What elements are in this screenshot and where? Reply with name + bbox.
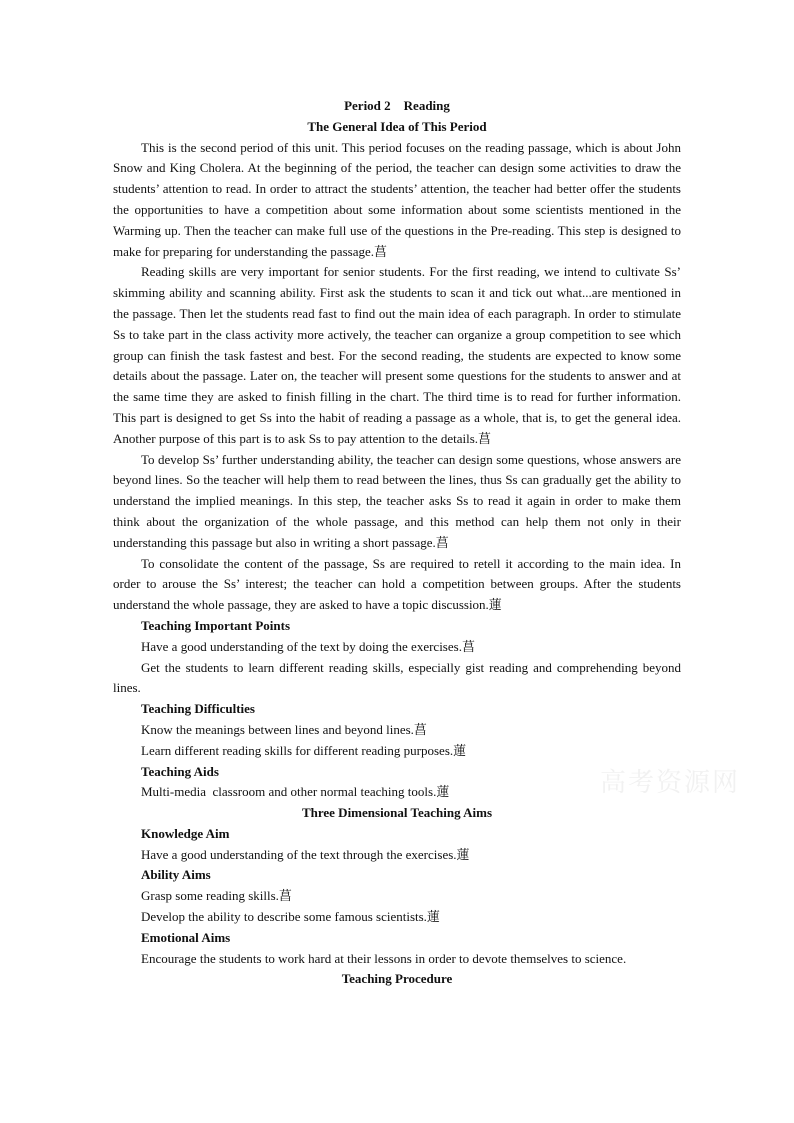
list-item: Develop the ability to describe some famous scientists.蓮	[141, 909, 440, 925]
list-item: Learn different reading skills for different reading purposes.蓮	[141, 742, 467, 758]
paragraph: To develop Ss’ further understanding ability, the teacher can design some questions, whose answers are beyond lines. So the teacher will help them to read between the lines, thus Ss can gradually get the ability to understand the implied meanings. In this step, the teacher asks Ss to read it again in order to make them think about the organization of the whole passage, and this method can help them not only in their understanding this passage but also in writing a short passage.菖	[113, 451, 681, 550]
section-heading-important-points: Teaching Important Points	[141, 617, 291, 633]
section-heading-emotional: Emotional Aims	[141, 929, 231, 945]
aims-title: Three Dimensional Teaching Aims	[301, 805, 493, 821]
procedure-title: Teaching Procedure	[341, 971, 453, 987]
list-item: Have a good understanding of the text through the exercises.蓮	[141, 846, 470, 862]
section-heading-knowledge: Knowledge Aim	[141, 825, 230, 841]
section-heading-difficulties: Teaching Difficulties	[141, 701, 255, 717]
list-item: Grasp some reading skills.菖	[141, 888, 292, 904]
list-item: Get the students to learn different reading skills, especially gist reading and comprehending beyond lines.	[113, 659, 681, 696]
section-heading-ability: Ability Aims	[141, 867, 211, 883]
list-item: Have a good understanding of the text by doing the exercises.菖	[141, 638, 475, 654]
period-title: Period 2 Reading	[344, 98, 450, 113]
list-item: Encourage the students to work hard at their lessons in order to devote themselves to science.	[141, 950, 627, 966]
list-item: Multi-media classroom and other normal teaching tools.蓮	[141, 784, 450, 800]
list-item: Know the meanings between lines and beyond lines.菖	[141, 721, 427, 737]
paragraph: Reading skills are very important for senior students. For the first reading, we intend to cultivate Ss’ skimming ability and scanning ability. First ask the students to scan it and tick out what...are mentioned in the passage. Then let the students read fast to find out the main idea of each paragraph. In order to stimulate Ss to take part in the class activity more actively, the teacher can organize a group competition to see which group can finish the task fastest and best. For the second reading, the students are expected to know some details about the passage. Later on, the teacher will present some questions for the students to answer and at the same time they are asked to finish filling in the chart. The third time is to read for further information. This part is designed to get Ss into the habit of reading a passage as a whole, that is, to get the general idea. Another purpose of this part is to ask Ss to pay attention to the details.菖	[113, 264, 681, 446]
watermark: 高考资源网	[600, 768, 741, 798]
subtitle: The General Idea of This Period	[307, 118, 487, 134]
paragraph: This is the second period of this unit. This period focuses on the reading passage, which is about John Snow and King Cholera. At the beginning of the period, the teacher can design some activities to draw the students’ attention to read. In order to attract the students’ attention, the teacher had better offer the students the opportunities to have a competition about some information about some scientists mentioned in the Warming up. Then the teacher can make full use of the questions in the Pre-reading. This step is designed to make for preparing for understanding the passage.菖	[113, 139, 681, 259]
paragraph: To consolidate the content of the passage, Ss are required to retell it according to the main idea. In order to arouse the Ss’ interest; the teacher can hold a competition between groups. After the students understand the whole passage, they are asked to have a topic discussion.蓮	[113, 555, 681, 613]
section-heading-aids: Teaching Aids	[141, 763, 219, 779]
document-page	[113, 96, 681, 990]
